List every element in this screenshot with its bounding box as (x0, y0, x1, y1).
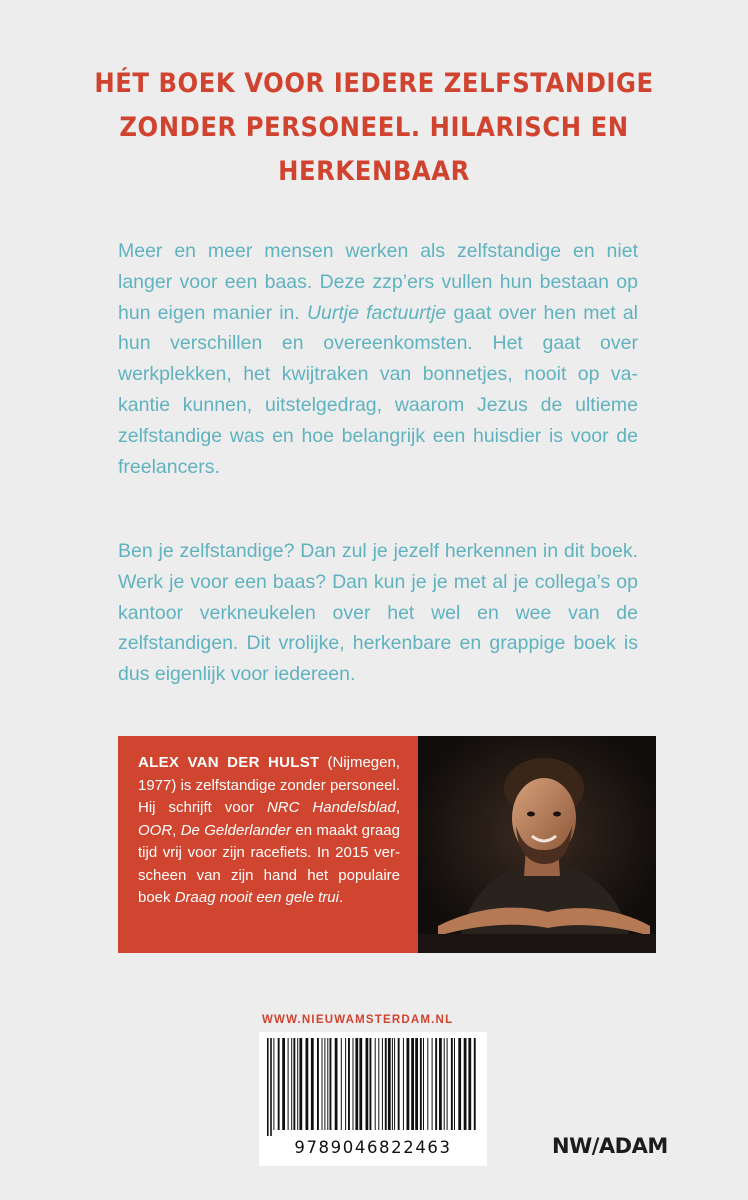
barcode-bar (415, 1038, 418, 1130)
publication: NRC Handelsblad (266, 799, 396, 816)
bio-text: en maakt graag tijd vrij voor zijn racefiets. In 2015 verscheen van zijn hand het populaire boek (138, 821, 400, 906)
barcode-bar (454, 1038, 455, 1130)
barcode-bar (297, 1038, 298, 1130)
barcode-bar (291, 1038, 292, 1130)
barcode-bar (348, 1038, 350, 1130)
barcode-bar (451, 1038, 453, 1130)
barcode-bar (411, 1038, 414, 1130)
barcode-bar (327, 1038, 328, 1130)
barcode-bar (293, 1038, 295, 1130)
barcode-bar (324, 1038, 325, 1130)
book-title: Draag nooit een gele trui (174, 889, 339, 906)
barcode-bar (403, 1038, 404, 1130)
author-bio (138, 752, 400, 910)
barcode-bar (468, 1038, 471, 1130)
barcode-bar (270, 1038, 272, 1136)
author-bio-panel (118, 736, 418, 953)
barcode-bar (447, 1038, 448, 1130)
publication: OOR (138, 821, 173, 839)
barcode-bar (398, 1038, 400, 1130)
barcode-bar (407, 1038, 410, 1130)
headline-line: HÉT BOEK VOOR IEDERE ZELFSTANDIGE (94, 68, 654, 99)
barcode-bar (388, 1038, 391, 1130)
barcode-bars (265, 1038, 481, 1136)
barcode-bar (378, 1038, 379, 1130)
blurb-text: gaat over hen met al hun verschillen en overeenkomsten. Het gaat over werkplekken, het kwijtraken van bonnetjes, nooit op vakantie kunnen, uitstelgedrag, waarom Jezus de ultieme zelfstandige was en hoe belangrijk een huisdier is voor de freelancers. (118, 301, 638, 478)
blurb-paragraph-2: Ben je zelfstandige? Dan zul je jezelf herkennen in dit boek. Werk je voor een baas? Dan kun je je met al je collega’s op kantoor verkneukelen over het wel en wee van de zelfstandigen. Dit vrolijke, herkenbare en grappige boek is dus eigenlijk voor iedereen. (118, 540, 638, 686)
barcode-bar (335, 1038, 338, 1130)
publisher-website: WWW.NIEUWAMSTERDAM.NL (262, 1014, 454, 1026)
barcode-bar (355, 1038, 358, 1130)
barcode-bar (366, 1038, 369, 1130)
barcode-bar (353, 1038, 354, 1130)
barcode-bar (385, 1038, 387, 1130)
author-photo (418, 736, 656, 953)
barcode-bar (392, 1038, 393, 1130)
publication: De Gelderlander (180, 821, 291, 839)
barcode-bar (394, 1038, 395, 1130)
barcode-bar (432, 1038, 433, 1130)
barcode-bar (435, 1038, 437, 1130)
bio-text: , (172, 821, 181, 839)
barcode-bar (458, 1038, 461, 1130)
headline-line: ZONDER PERSONEEL. HILARISCH EN (119, 112, 629, 143)
isbn-number: 9789046822463 (294, 1138, 452, 1157)
barcode-bar (474, 1038, 476, 1130)
barcode-bar (464, 1038, 467, 1130)
barcode-bar (444, 1038, 445, 1130)
barcode-bar (288, 1038, 289, 1130)
barcode-bar (345, 1038, 346, 1130)
barcode-bar (341, 1038, 342, 1130)
book-title: Uurtje factuurtje (306, 301, 447, 324)
bio-text: (Nijmegen, 1977) is zelfstandige zonder personeel. Hij schrijft voor (138, 754, 400, 816)
barcode-bar (420, 1038, 422, 1130)
headline (91, 62, 656, 194)
barcode-bar (317, 1038, 319, 1130)
blurb-text: Meer en meer mensen werken als zelfstandige en niet langer voor een baas. Deze zzp’ers vullen hun bestaan op hun eigen manier in. (118, 240, 638, 324)
barcode-bar (330, 1038, 332, 1130)
barcode-bar (299, 1038, 302, 1130)
barcode-bar (267, 1038, 269, 1136)
barcode-bar (322, 1038, 323, 1130)
bio-text: , (395, 799, 400, 816)
bio-text: . (338, 889, 344, 906)
barcode-bar (375, 1038, 376, 1130)
barcode-bar (359, 1038, 362, 1130)
barcode-bar (311, 1038, 314, 1130)
barcode-bar (273, 1038, 274, 1130)
barcode (259, 1032, 487, 1166)
barcode-bar (278, 1038, 280, 1130)
barcode-bar (423, 1038, 424, 1130)
author-block (118, 736, 656, 953)
barcode-bar (427, 1038, 428, 1130)
barcode-bar (439, 1038, 442, 1130)
barcode-bar (382, 1038, 383, 1130)
publisher-logo: NW/ADAM (552, 1134, 668, 1158)
author-portrait-icon (418, 736, 656, 953)
author-name: ALEX VAN DER HULST (138, 754, 320, 771)
barcode-bar (370, 1038, 372, 1130)
barcode-bar (282, 1038, 285, 1130)
headline-line: HERKENBAAR (278, 156, 470, 187)
barcode-bar (306, 1038, 309, 1130)
blurb-paragraph-1 (118, 236, 638, 482)
